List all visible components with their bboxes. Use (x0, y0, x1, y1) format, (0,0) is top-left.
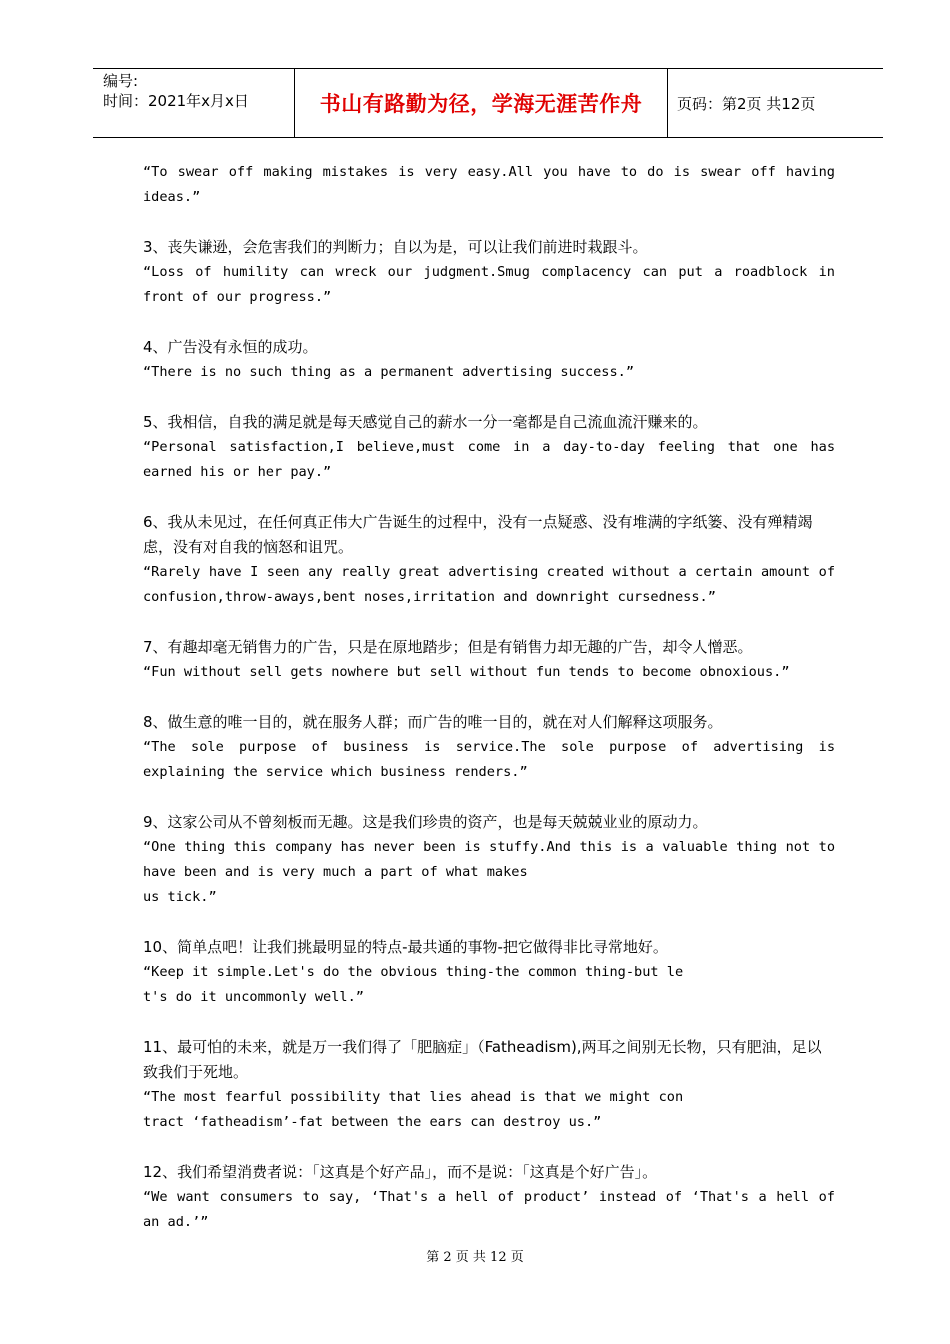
header-page-label: 页码：第2页 共12页 (677, 94, 816, 113)
quote-chinese: 6、我从未见过，在任何真正伟大广告诞生的过程中，没有一点疑惑、没有堆满的字纸篓、没有殚精竭虑，没有对自我的恼怒和诅咒。 (143, 513, 813, 556)
page-footer: 第 2 页 共 12 页 (426, 1250, 524, 1265)
quote-entry (143, 160, 844, 210)
header-divider-right (667, 69, 668, 137)
time-label: 时间：2021年x月x日 (103, 92, 249, 110)
quote-entry (143, 335, 835, 385)
page-header (93, 68, 883, 138)
quote-chinese: 5、我相信，自我的满足就是每天感觉自己的薪水一分一毫都是自己流血流汗赚来的。 (143, 413, 708, 431)
header-meta (103, 71, 293, 111)
quote-english: “We want consumers to say, ‘That's a hell of product’ instead of ‘That's a hell of an ad.’” (143, 1189, 844, 1230)
quote-english: “Rarely have I seen any really great advertising created without a certain amount of confusion,throw-aways,bent noses,irritation and downright cursedness.” (143, 564, 844, 605)
quote-chinese: 7、有趣却毫无销售力的广告，只是在原地踏步；但是有销售力却无趣的广告，却令人憎恶。 (143, 638, 753, 656)
quote-chinese: 12、我们希望消费者说：「这真是个好产品」，而不是说：「这真是个好广告」。 (143, 1163, 658, 1181)
quote-english: “To swear off making mistakes is very easy.All you have to do is swear off having ideas.” (143, 164, 844, 205)
quote-english: “Keep it simple.Let's do the obvious thing-the common thing-but le t's do it uncommonly well.” (143, 964, 684, 1005)
serial-label: 编号: (103, 72, 139, 90)
quote-chinese: 4、广告没有永恒的成功。 (143, 338, 318, 356)
quote-chinese: 9、这家公司从不曾刻板而无趣。这是我们珍贵的资产，也是每天兢兢业业的原动力。 (143, 813, 708, 831)
quote-chinese: 11、最可怕的未来，就是万一我们得了「肥脑症」（Fatheadism),两耳之间别无长物，只有肥油，足以致我们于死地。 (143, 1038, 822, 1081)
quote-english: “The sole purpose of business is service.The sole purpose of advertising is explaining the service which business renders.” (143, 739, 844, 780)
quote-entry (143, 410, 844, 485)
quote-entry (143, 935, 835, 1010)
quote-english: “There is no such thing as a permanent advertising success.” (143, 364, 635, 380)
quote-entry (143, 235, 844, 310)
quote-english: “Personal satisfaction,I believe,must come in a day-to-day feeling that one has earned his or her pay.” (143, 439, 844, 480)
quote-english: “Loss of humility can wreck our judgment.Smug complacency can put a roadblock in front of our progress.” (143, 264, 844, 305)
quote-entry (143, 510, 844, 610)
quote-entry (143, 1160, 844, 1235)
quote-entry (143, 710, 844, 785)
quote-english: “Fun without sell gets nowhere but sell without fun tends to become obnoxious.” (143, 664, 790, 680)
quote-chinese: 8、做生意的唯一目的，就在服务人群；而广告的唯一目的，就在对人们解释这项服务。 (143, 713, 723, 731)
quote-entry (143, 635, 835, 685)
quote-chinese: 10、简单点吧！让我们挑最明显的特点-最共通的事物-把它做得非比寻常地好。 (143, 938, 668, 956)
quote-english: “The most fearful possibility that lies ahead is that we might con tract ‘fatheadism’-fat between the ears can destroy us.” (143, 1089, 684, 1130)
document-body (143, 160, 844, 1260)
quote-entry (143, 810, 835, 910)
quote-english: “One thing this company has never been is stuffy.And this is a valuable thing not to have been and is very much a part of what makes us tick.” (143, 839, 835, 905)
header-motto: 书山有路勤为径，学海无涯苦作舟 (319, 91, 643, 116)
quote-chinese: 3、丧失谦逊，会危害我们的判断力；自以为是，可以让我们前进时栽跟斗。 (143, 238, 648, 256)
quote-entry (143, 1035, 835, 1135)
